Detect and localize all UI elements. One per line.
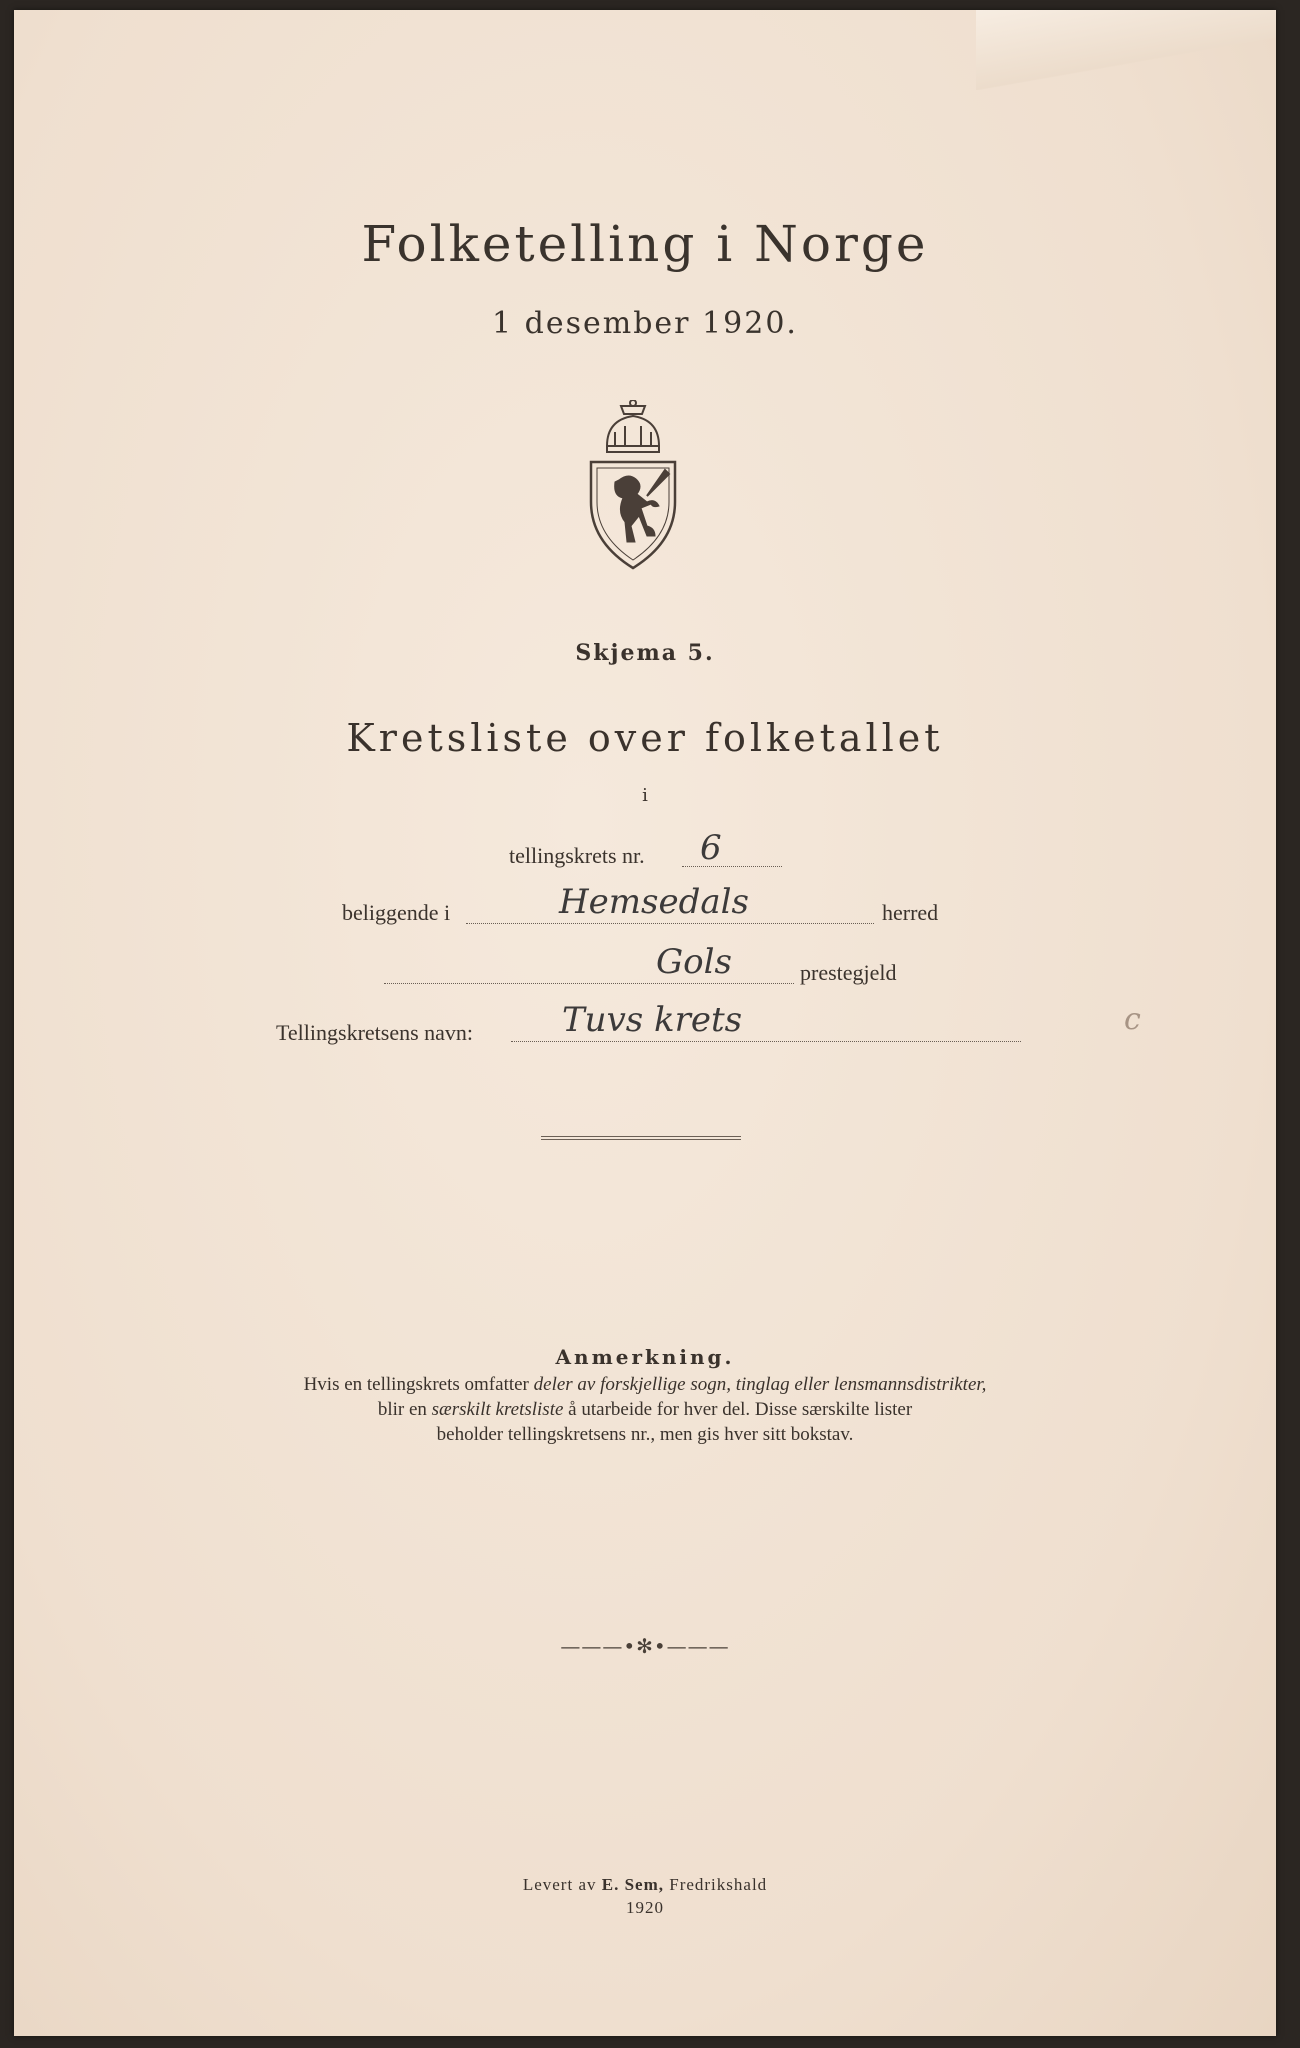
location-handwritten: Hemsedals: [559, 882, 749, 922]
page-title: Folketelling i Norge: [361, 215, 929, 273]
schema-number: Skjema 5.: [575, 640, 715, 666]
connector-word: i: [642, 785, 648, 806]
parish-dotted-line: [384, 982, 794, 984]
separator-rule: [541, 1136, 741, 1140]
district-label: tellingskrets nr.: [509, 843, 645, 868]
parish-handwritten: Gols: [656, 942, 732, 982]
district-name-dotted-line: [511, 1040, 1021, 1042]
pencil-mark: c: [1124, 1002, 1141, 1037]
census-date: 1 desember 1920.: [492, 306, 798, 341]
printer-credit: Levert av E. Sem, Fredrikshald: [522, 1875, 768, 1894]
norwegian-coat-of-arms-icon: [585, 400, 681, 570]
folded-corner: [976, 10, 1276, 90]
location-label: beliggende i: [342, 900, 451, 925]
form-heading: Kretsliste over folketallet: [346, 716, 944, 760]
district-number-handwritten: 6: [700, 828, 722, 868]
ornament-divider: ———•✻•———: [560, 1634, 730, 1658]
parish-suffix: prestegjeld: [800, 960, 897, 985]
district-dotted-line: [682, 865, 782, 867]
note-text: Hvis en tellingskrets omfatter deler av forskjellige sogn, tinglag eller lensmannsdistrikter, blir en særskilt kretsliste å utarbeide for hver del. Disse særskilte lister beholder tellingskretsens nr., men gis hver sitt bokstav.: [303, 1374, 987, 1445]
district-name-label: Tellingskretsens navn:: [276, 1020, 474, 1045]
location-suffix: herred: [882, 900, 939, 925]
printer-year: 1920: [626, 1898, 664, 1917]
note-heading: Anmerkning.: [555, 1345, 735, 1369]
document-page: [14, 10, 1276, 2036]
location-dotted-line: [466, 922, 874, 924]
district-name-handwritten: Tuvs krets: [562, 1000, 743, 1040]
